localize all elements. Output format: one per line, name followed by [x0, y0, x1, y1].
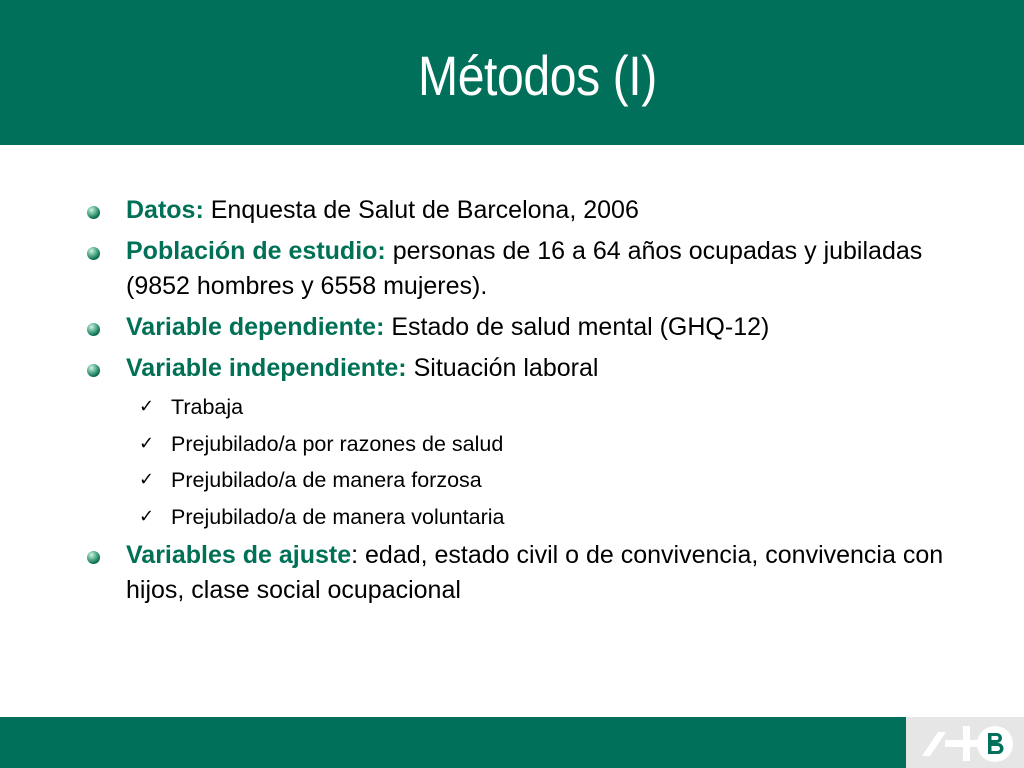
checkmark-icon: ✓: [139, 432, 155, 454]
bullet-text: personas de 16 a 64 años ocupadas y jubiladas (9852 hombres y 6558 mujeres).: [126, 237, 923, 300]
checkmark-icon: ✓: [139, 469, 155, 490]
bullet-label: Variables de ajuste: [126, 541, 352, 569]
checkmark-icon: ✓: [139, 396, 155, 417]
bullet-item-variables-ajuste: [87, 538, 967, 608]
slide-body: [87, 193, 967, 614]
bullet-item-datos: [87, 193, 967, 228]
bullet-text: Estado de salud mental (GHQ-12): [384, 313, 770, 341]
bullet-sphere-icon: [87, 551, 100, 564]
bullet-text: : edad, estado civil o de convivencia, convivencia con hijos, clase social ocupacional: [126, 541, 944, 604]
plus-b-logo-icon: [912, 719, 1018, 767]
sub-item-prejubilado-forzosa: [87, 465, 967, 495]
logo-panel: [906, 717, 1024, 768]
bullet-label: Población de estudio:: [126, 237, 386, 265]
sub-item-prejubilado-voluntaria: [87, 502, 967, 532]
checkmark-icon: ✓: [139, 505, 155, 527]
bullet-sphere-icon: [87, 323, 100, 336]
bullet-item-poblacion: [87, 234, 967, 304]
sub-item-text: Prejubilado/a de manera voluntaria: [171, 504, 505, 529]
bullet-item-variable-dependiente: [87, 310, 967, 345]
bullet-item-variable-independiente: [87, 351, 967, 386]
bullet-label: Variable independiente:: [126, 354, 407, 382]
sub-item-text: Prejubilado/a de manera forzosa: [171, 468, 482, 492]
bullet-label: Variable dependiente:: [126, 313, 385, 341]
bullet-sphere-icon: [87, 247, 100, 260]
sub-item-text: Prejubilado/a por razones de salud: [171, 431, 504, 456]
bullet-label: Datos:: [126, 196, 204, 224]
bullet-sphere-icon: [87, 364, 100, 377]
sub-item-prejubilado-salud: [87, 429, 967, 459]
bullet-text: Situación laboral: [406, 354, 599, 382]
title-bar: [0, 0, 1024, 145]
sub-item-trabaja: [87, 392, 967, 422]
bullet-sphere-icon: [87, 206, 100, 219]
bullet-text: Enquesta de Salut de Barcelona, 2006: [203, 196, 639, 224]
sub-item-text: Trabaja: [171, 395, 244, 419]
footer-bar: [0, 717, 1024, 768]
slide-title: Métodos (I): [418, 44, 657, 107]
